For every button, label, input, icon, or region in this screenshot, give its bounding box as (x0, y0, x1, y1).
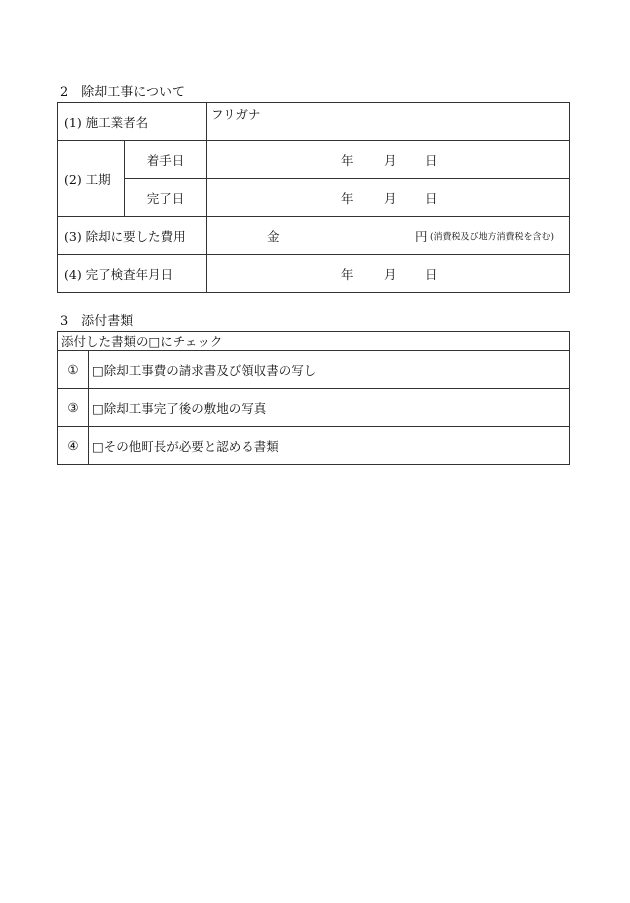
attachment-row (58, 351, 570, 389)
cost-tax-note: (消費税及び地方消費税を含む) (430, 232, 555, 242)
inspection-year-unit: 年 (341, 266, 354, 282)
attachment-instruction: 添付した書類の□にチェック (58, 332, 570, 351)
attachment-number: ① (58, 351, 89, 389)
start-date-field[interactable] (207, 141, 570, 179)
start-day-unit: 日 (425, 152, 438, 168)
section3-title: 3 添付書類 (60, 314, 134, 329)
attachment-row (58, 427, 570, 465)
construction-table (57, 102, 570, 293)
end-date-field[interactable] (207, 179, 570, 217)
contractor-name-field[interactable] (207, 103, 570, 141)
inspection-date-field[interactable] (207, 255, 570, 293)
start-date-label: 着手日 (125, 141, 207, 179)
inspection-day-unit: 日 (425, 266, 438, 282)
start-year-unit: 年 (341, 152, 354, 168)
contractor-label: (1) 施工業者名 (58, 103, 207, 141)
attachment-item-photo[interactable]: □除却工事完了後の敷地の写真 (89, 389, 570, 427)
furigana-label: フリガナ (211, 107, 261, 122)
end-month-unit: 月 (384, 190, 397, 206)
section2-title: 2 除却工事について (60, 85, 186, 100)
cost-field[interactable] (207, 217, 570, 255)
period-label: (2) 工期 (58, 141, 125, 217)
attachment-number: ③ (58, 389, 89, 427)
attachments-table (57, 331, 570, 465)
attachment-row (58, 389, 570, 427)
end-date-label: 完了日 (125, 179, 207, 217)
inspection-label: (4) 完了検査年月日 (58, 255, 207, 293)
attachment-number: ④ (58, 427, 89, 465)
end-day-unit: 日 (425, 190, 438, 206)
attachment-item-invoice[interactable]: □除却工事費の請求書及び領収書の写し (89, 351, 570, 389)
cost-prefix: 金 (267, 228, 280, 244)
attachment-item-other[interactable]: □その他町長が必要と認める書類 (89, 427, 570, 465)
cost-label: (3) 除却に要した費用 (58, 217, 207, 255)
cost-unit: 円 (415, 228, 428, 244)
inspection-month-unit: 月 (384, 266, 397, 282)
start-month-unit: 月 (384, 152, 397, 168)
end-year-unit: 年 (341, 190, 354, 206)
